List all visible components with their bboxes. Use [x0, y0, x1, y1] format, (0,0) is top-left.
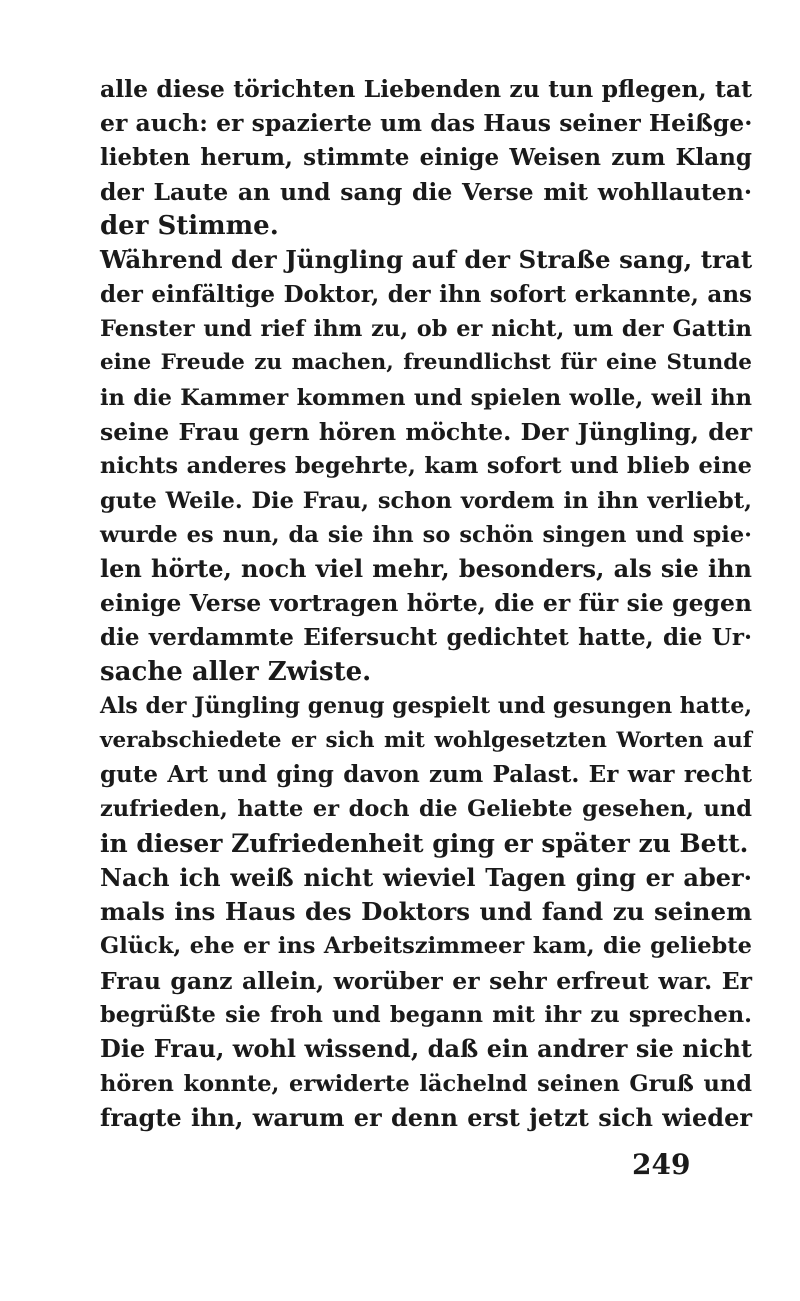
text-line: verabschiedete er sich mit wohlgesetzten Worten auf — [100, 727, 752, 753]
text-line: er auch: er spazierte um das Haus seiner Heißge· — [100, 109, 753, 138]
text-line: gute Art und ging davon zum Palast. Er war recht — [100, 760, 752, 788]
text-line: der einfältige Doktor, der ihn sofort erkannte, ans — [100, 280, 752, 308]
text-line: der Stimme. — [100, 211, 279, 242]
text-line: einige Verse vortragen hörte, die er für sie gegen — [100, 589, 752, 618]
text-line: Als der Jüngling genug gespielt und gesungen hatte, — [100, 693, 752, 720]
page-number: 249 — [632, 1148, 691, 1181]
text-line: der Laute an und sang die Verse mit wohllauten· — [100, 177, 752, 206]
text-line: seine Frau gern hören möchte. Der Jüngling, der — [100, 417, 752, 446]
text-line: len hörte, noch viel mehr, besonders, als sie ihn — [100, 554, 752, 584]
text-line: in die Kammer kommen und spielen wolle, weil ihn — [100, 384, 752, 411]
text-line: Glück, ehe er ins Arbeitszimmeer kam, die geliebte — [100, 933, 752, 960]
text-line: Frau ganz allein, worüber er sehr erfreut war. Er — [100, 966, 752, 995]
text-line: eine Freude zu machen, freundlichst für eine Stunde — [100, 350, 752, 376]
text-line: hören konnte, erwiderte lächelnd seinen Gruß und — [100, 1070, 752, 1097]
text-line: Nach ich weiß nicht wieviel Tagen ging er aber· — [100, 862, 752, 892]
text-line: sache aller Zwiste. — [100, 657, 372, 688]
text-line: Fenster und rief ihm zu, ob er nicht, um der Gattin — [100, 316, 752, 343]
text-line: begrüßte sie froh und begann mit ihr zu sprechen. — [100, 1002, 752, 1029]
text-line: liebten herum, stimmte einige Weisen zum Klang — [100, 143, 752, 171]
text-line: zufrieden, hatte er doch die Geliebte gesehen, und — [100, 796, 752, 823]
text-line: fragte ihn, warum er denn erst jetzt sich wieder — [100, 1102, 752, 1132]
text-line: alle diese törichten Liebenden zu tun pflegen, tat — [100, 75, 752, 103]
text-line: Die Frau, wohl wissend, daß ein andrer sie nicht — [100, 1034, 752, 1064]
text-line: in dieser Zufriedenheit ging er später zu Bett. — [100, 828, 749, 858]
text-line: Während der Jüngling auf der Straße sang, trat — [100, 245, 753, 275]
text-line: mals ins Haus des Doktors und fand zu seinem — [100, 897, 752, 927]
text-line: die verdammte Eifersucht gedichtet hatte, die Ur· — [100, 623, 752, 651]
text-line: gute Weile. Die Frau, schon vordem in ihn verliebt, — [100, 487, 752, 514]
text-line: nichts anderes begehrte, kam sofort und blieb eine — [100, 453, 752, 480]
text-line: wurde es nun, da sie ihn so schön singen und spie· — [100, 521, 752, 548]
body-text — [100, 72, 752, 1135]
